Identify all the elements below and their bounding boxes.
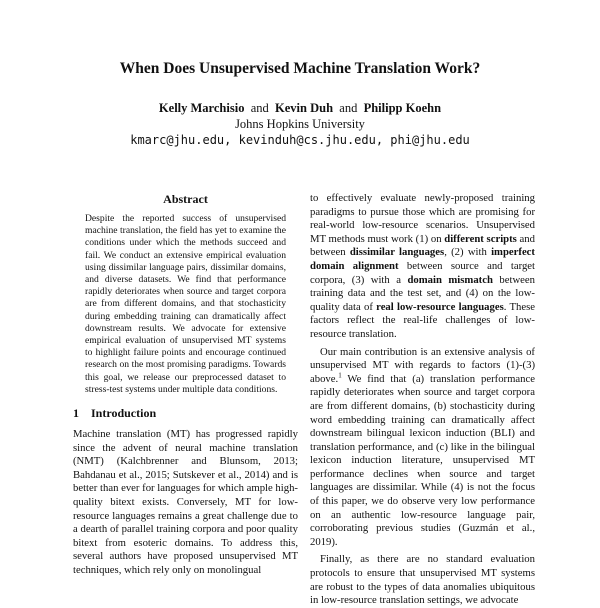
emphasis-text: real low-resource languages bbox=[376, 300, 504, 313]
abstract-heading: Abstract bbox=[163, 192, 208, 206]
text-run: , (2) with bbox=[444, 246, 492, 259]
author-emails: kmarc@jhu.edu, kevinduh@cs.jhu.edu, phi@jhu.edu bbox=[130, 133, 470, 147]
author-name: Kevin Duh bbox=[275, 101, 334, 115]
paragraph-advocacy: Finally, as there are no standard evaluation protocols to ensure that unsupervised MT systems are robust to the types of data anomalies ubiquitous in low-resource translation settings, we advocate bbox=[310, 553, 535, 607]
left-column bbox=[73, 192, 298, 578]
emphasis-text: domain mismatch bbox=[407, 273, 493, 286]
text-run: We find that (a) translation performance rapidly deteriorates when source and target corpora are from different domains, (b) stochasticity during word embedding training can dramatically affect downstream bilingual lexicon induction (BLI) and translation performance, and (c) like in the bilingual lexicon induction literature, unsupervised MT performance declines when source and target languages are dissimilar. While (4) is not the focus of this paper, we do observe very low performance on an authentic low-resource language pair, corroborating previous studies (Guzmán et al., 2019). bbox=[310, 372, 535, 548]
abstract-text: Despite the reported success of unsupervised machine translation, the field has yet to examine the conditions under which the methods succeed and fail. We conduct an extensive empirical evaluation using dissimilar language pairs, dissimilar domains, and diverse datasets. We find that performance rapidly deteriorates when source and target corpora are from different domains, and that stochasticity during embedding training can dramatically affect downstream results. We advocate for extensive empirical evaluation of unsupervised MT systems to highlight failure points and encourage continued research on the most promising paradigms. Towards this goal, we release our preprocessed dataset to stress-test systems under multiple data conditions. bbox=[85, 213, 286, 395]
emphasis-text: different scripts bbox=[444, 232, 517, 245]
emphasis-text: dissimilar languages bbox=[349, 246, 445, 259]
text-run: to effectively evaluate newly-proposed training paradigms to pursue those which are promising for real-world low-resource scenarios. Unsupervised MT methods must work (1) on bbox=[310, 192, 535, 245]
text-run: between training data and the test set, and (4) on the low-quality data of bbox=[310, 273, 536, 313]
section-heading bbox=[73, 406, 298, 421]
paragraph-contribution bbox=[310, 346, 535, 550]
author-affiliation: Johns Hopkins University bbox=[235, 117, 365, 131]
paragraph-requirements bbox=[310, 192, 535, 342]
text-run: and between bbox=[310, 232, 535, 259]
right-column bbox=[310, 192, 535, 608]
section-title: Introduction bbox=[91, 406, 157, 421]
author-separator: and bbox=[339, 101, 358, 115]
paper-title: When Does Unsupervised Machine Translation Work? bbox=[119, 60, 481, 77]
author-separator: and bbox=[250, 101, 269, 115]
text-run: . These factors reflect the real-life challenges of low-resource translation. bbox=[310, 300, 535, 340]
text-run: Our main contribution is an extensive analysis of unsupervised MT with regards to factors (1)-(3) above. bbox=[310, 345, 535, 385]
emphasis-text: imperfect domain alignment bbox=[310, 246, 535, 272]
intro-paragraph: Machine translation (MT) has progressed rapidly since the advent of neural machine translation (NMT) (Kalchbrenner and Blunsom, 2013; Bahdanau et al., 2015; Sutskever et al., 2014) and is better than ever for languages for which ample high-quality bitext exists. Conversely, MT for low-resource languages remains a great challenge due to a dearth of parallel training corpora and poor quality bitext from esoteric domains. To address this, several authors have proposed unsupervised MT techniques, which rely only on monolingual bbox=[73, 428, 298, 576]
author-line bbox=[0, 101, 600, 116]
author-name: Philipp Koehn bbox=[363, 101, 442, 115]
author-name: Kelly Marchisio bbox=[158, 101, 245, 115]
text-run: between source and target corpora, (3) with a bbox=[310, 259, 535, 286]
footnote-marker[interactable]: 1 bbox=[338, 371, 342, 380]
section-number: 1 bbox=[73, 406, 79, 421]
